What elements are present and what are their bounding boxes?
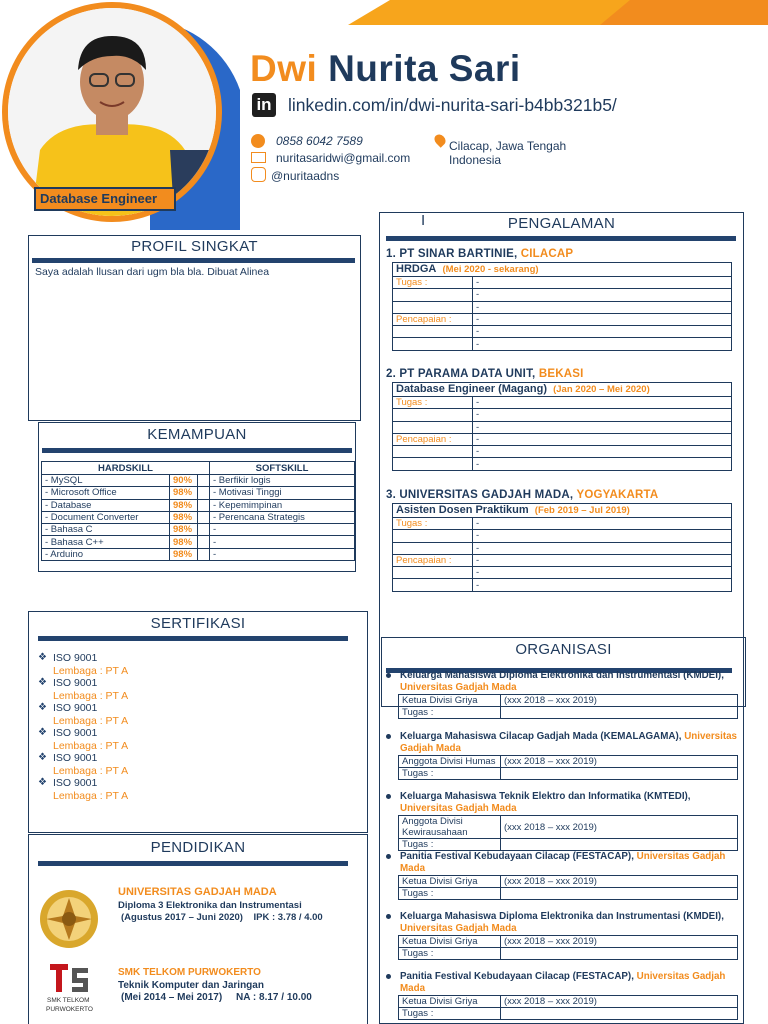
experience-label-cell: [393, 289, 473, 301]
education-divider: [38, 861, 348, 866]
org-period: (xxx 2018 – xxx 2019): [501, 695, 738, 707]
experience-heading: [386, 248, 573, 260]
org-role: Ketua Divisi Griya: [399, 996, 501, 1008]
experience-label-cell: [393, 458, 473, 470]
company-city: BEKASI: [538, 368, 584, 380]
experience-role: Database Engineer (Magang): [396, 383, 547, 395]
experience-period: (Jan 2020 – Mei 2020): [553, 384, 650, 395]
org-title: ORGANISASI: [515, 641, 612, 658]
skill-spacer: [198, 548, 210, 560]
org-university: Universitas Gadjah Mada: [400, 803, 517, 814]
org-heading: [386, 851, 746, 875]
org-name: Keluarga Mahasiswa Cilacap Gadjah Mada (KEMALAGAMA),: [400, 731, 682, 742]
org-tugas-label: Tugas :: [399, 948, 501, 960]
cert-org: Lembaga : PT A: [53, 689, 129, 702]
bullet-icon: [386, 854, 391, 859]
softskill-name: -: [210, 536, 355, 548]
org-item: [386, 670, 746, 719]
last-name: Nurita Sari: [328, 48, 521, 89]
softskill-name: -: [210, 524, 355, 536]
bullet-icon: [386, 974, 391, 979]
profile-divider: [32, 258, 355, 263]
org-tugas-value: [501, 707, 738, 719]
org-role: Ketua Divisi Griya: [399, 876, 501, 888]
experience-period: (Feb 2019 – Jul 2019): [534, 505, 630, 516]
org-item: [386, 791, 746, 851]
bullet-icon: [386, 794, 391, 799]
experience-value-cell: -: [473, 277, 732, 289]
org-university: Universitas Gadjah Mada: [400, 923, 517, 934]
org-heading: [386, 971, 746, 995]
softskill-name: - Motivasi Tinggi: [210, 487, 355, 499]
org-item: [386, 731, 746, 780]
experience-value-cell: -: [473, 421, 732, 433]
experience-role: HRDGA: [396, 263, 437, 275]
diamond-bullet-icon: ❖: [38, 677, 47, 688]
org-name: Keluarga Mahasiswa Diploma Elektronika dan Instrumentasi (KMDEI),: [400, 670, 724, 681]
org-tugas-label: Tugas :: [399, 839, 501, 851]
name-heading: [250, 48, 521, 90]
org-heading: [386, 731, 746, 755]
experience-label-cell: [393, 421, 473, 433]
cert-org: Lembaga : PT A: [53, 789, 129, 802]
profile-title: PROFIL SINGKAT: [131, 238, 258, 255]
experience-label-cell: [393, 554, 473, 566]
location-line-1: Cilacap, Jawa Tengah: [449, 139, 567, 153]
org-tugas-value: [501, 768, 738, 780]
org-university: Universitas Gadjah Mada: [400, 731, 738, 754]
email-text[interactable]: nuritasaridwi@gmail.com: [276, 151, 411, 165]
skill-row: [42, 511, 355, 523]
text-cursor-mark: I: [421, 212, 426, 229]
smk-logo-caption-1: SMK TELKOM: [47, 997, 90, 1004]
smk-logo: [48, 962, 92, 999]
phone-icon: [251, 134, 265, 148]
org-tugas-value: [501, 948, 738, 960]
org-name: Panitia Festival Kebudayaan Cilacap (FESTACAP),: [400, 971, 634, 982]
experience-value-cell: -: [473, 446, 732, 458]
hardskill-name: - Bahasa C++: [42, 536, 170, 548]
profile-text: Saya adalah llusan dari ugm bla bla. Dibuat Alinea: [35, 266, 270, 278]
hardskill-percent: 98%: [170, 548, 198, 560]
skill-row: [42, 475, 355, 487]
experience-divider: [386, 236, 736, 241]
company-name: 3. UNIVERSITAS GADJAH MADA,: [386, 489, 574, 501]
org-name: Panitia Festival Kebudayaan Cilacap (FESTACAP),: [400, 851, 634, 862]
experience-label-cell: [393, 397, 473, 409]
softskill-name: -: [210, 548, 355, 560]
org-period: (xxx 2018 – xxx 2019): [501, 756, 738, 768]
org-period: (xxx 2018 – xxx 2019): [501, 996, 738, 1008]
skill-row: [42, 548, 355, 560]
experience-value-cell: -: [473, 313, 732, 325]
hardskill-percent: 98%: [170, 536, 198, 548]
experience-table: [392, 262, 732, 351]
org-tugas-value: [501, 1008, 738, 1020]
skill-spacer: [198, 475, 210, 487]
diamond-bullet-icon: ❖: [38, 702, 47, 713]
hardskill-name: - Database: [42, 499, 170, 511]
experience-role-cell: [393, 504, 732, 518]
hardskill-name: - Document Converter: [42, 511, 170, 523]
org-role: Anggota Divisi Kewirausahaan: [399, 816, 501, 839]
smk-logo-caption-2: PURWOKERTO: [46, 1006, 93, 1013]
skills-table: [41, 461, 355, 561]
cert-org: Lembaga : PT A: [53, 739, 129, 752]
experience-label-cell: [393, 518, 473, 530]
experience-title: PENGALAMAN: [507, 215, 616, 232]
experience-label-cell: [393, 313, 473, 325]
experience-role: Asisten Dosen Praktikum: [396, 504, 529, 516]
company-city: CILACAP: [520, 248, 574, 260]
location-icon: [432, 132, 448, 148]
diamond-bullet-icon: ❖: [38, 777, 47, 788]
experience-value-cell: -: [473, 542, 732, 554]
header-decoration: [300, 0, 768, 30]
org-period: (xxx 2018 – xxx 2019): [501, 936, 738, 948]
experience-value-cell: -: [473, 301, 732, 313]
cert-name: ISO 9001: [53, 752, 98, 764]
org-table: [398, 694, 738, 719]
instagram-text: @nuritaadns: [271, 169, 340, 183]
skill-spacer: [198, 499, 210, 511]
softskill-name: - Perencana Strategis: [210, 511, 355, 523]
tugas-label: Tugas :: [396, 277, 428, 289]
experience-label-cell: [393, 530, 473, 542]
diamond-bullet-icon: ❖: [38, 727, 47, 738]
cert-name: ISO 9001: [53, 677, 98, 689]
bullet-icon: [386, 914, 391, 919]
cert-item: [38, 677, 298, 690]
experience-value-cell: -: [473, 554, 732, 566]
cert-name: ISO 9001: [53, 777, 98, 789]
org-item: [386, 851, 746, 900]
org-period: (xxx 2018 – xxx 2019): [501, 876, 738, 888]
org-name: Keluarga Mahasiswa Diploma Elektronika dan Instrumentasi (KMDEI),: [400, 911, 724, 922]
experience-role-cell: [393, 383, 732, 397]
experience-value-cell: -: [473, 326, 732, 338]
tugas-label: Tugas :: [396, 397, 428, 409]
cert-org: Lembaga : PT A: [53, 664, 129, 677]
skill-row: [42, 499, 355, 511]
instagram-icon: [251, 167, 266, 182]
experience-value-cell: -: [473, 458, 732, 470]
org-period: (xxx 2018 – xxx 2019): [501, 816, 738, 839]
org-table: [398, 875, 738, 900]
cert-item: [38, 777, 298, 790]
company-city: YOGYAKARTA: [576, 489, 659, 501]
hardskill-percent: 90%: [170, 475, 198, 487]
cert-item: [38, 702, 298, 715]
softskill-name: - Berfikir logis: [210, 475, 355, 487]
org-heading: [386, 791, 746, 815]
org-university: Universitas Gadjah Mada: [400, 851, 726, 874]
email-icon: [251, 152, 266, 163]
edu-school-2: SMK TELKOM PURWOKERTO: [118, 967, 261, 978]
phone-text: 0858 6042 7589: [276, 134, 363, 148]
cert-org: Lembaga : PT A: [53, 764, 129, 777]
experience-value-cell: -: [473, 567, 732, 579]
org-tugas-label: Tugas :: [399, 1008, 501, 1020]
pencapaian-label: Pencapaian :: [396, 434, 452, 446]
location-line-2: Indonesia: [449, 153, 502, 167]
org-table: [398, 935, 738, 960]
skill-spacer: [198, 524, 210, 536]
org-tugas-value: [501, 888, 738, 900]
edu-program-1: Diploma 3 Elektronika dan Instrumentasi: [118, 900, 302, 911]
hardskill-name: - MySQL: [42, 475, 170, 487]
edu-period-1: (Agustus 2017 – Juni 2020) IPK : 3.78 / 4.00: [121, 912, 323, 923]
first-name: Dwi: [250, 48, 318, 89]
cert-name: ISO 9001: [53, 702, 98, 714]
skills-divider: [42, 448, 352, 453]
skill-row: [42, 536, 355, 548]
tugas-label: Tugas :: [396, 518, 428, 530]
org-item: [386, 971, 746, 1020]
experience-label-cell: [393, 301, 473, 313]
bullet-icon: [386, 673, 391, 678]
experience-label-cell: [393, 326, 473, 338]
skill-spacer: [198, 511, 210, 523]
org-item: [386, 911, 746, 960]
company-name: 1. PT SINAR BARTINIE,: [386, 248, 518, 260]
experience-label-cell: [393, 579, 473, 591]
org-table: [398, 815, 738, 851]
org-role: Ketua Divisi Griya: [399, 936, 501, 948]
org-tugas-value: [501, 839, 738, 851]
experience-period: (Mei 2020 - sekarang): [442, 264, 539, 275]
pencapaian-label: Pencapaian :: [396, 314, 452, 326]
cert-item: [38, 652, 298, 665]
linkedin-icon: in: [252, 93, 276, 117]
org-role: Ketua Divisi Griya: [399, 695, 501, 707]
experience-value-cell: -: [473, 433, 732, 445]
cert-divider: [38, 636, 348, 641]
cert-org: Lembaga : PT A: [53, 714, 129, 727]
org-heading: [386, 670, 746, 694]
ugm-logo: [36, 888, 102, 955]
experience-label-cell: [393, 542, 473, 554]
hardskill-percent: 98%: [170, 524, 198, 536]
experience-role-cell: [393, 263, 732, 277]
softskill-header: SOFTSKILL: [210, 462, 355, 475]
edu-period-2: (Mei 2014 – Mei 2017) NA : 8.17 / 10.00: [121, 992, 312, 1003]
org-tugas-label: Tugas :: [399, 888, 501, 900]
experience-value-cell: -: [473, 397, 732, 409]
hardskill-name: - Microsoft Office: [42, 487, 170, 499]
org-tugas-label: Tugas :: [399, 768, 501, 780]
experience-value-cell: -: [473, 518, 732, 530]
experience-value-cell: -: [473, 409, 732, 421]
cert-list: [38, 652, 298, 802]
experience-heading: [386, 489, 658, 501]
experience-value-cell: -: [473, 579, 732, 591]
experience-label-cell: [393, 446, 473, 458]
cert-item: [38, 727, 298, 740]
edu-program-2: Teknik Komputer dan Jaringan: [118, 980, 264, 991]
experience-label-cell: [393, 338, 473, 350]
cert-item: [38, 752, 298, 765]
org-name: Keluarga Mahasiswa Teknik Elektro dan Informatika (KMTEDI),: [400, 791, 691, 802]
org-university: Universitas Gadjah Mada: [400, 682, 517, 693]
skill-row: [42, 524, 355, 536]
experience-table: [392, 503, 732, 592]
pencapaian-label: Pencapaian :: [396, 555, 452, 567]
skills-title: KEMAMPUAN: [147, 426, 247, 443]
company-name: 2. PT PARAMA DATA UNIT,: [386, 368, 536, 380]
experience-value-cell: -: [473, 289, 732, 301]
org-university: Universitas Gadjah Mada: [400, 971, 726, 994]
cert-name: ISO 9001: [53, 652, 98, 664]
org-heading: [386, 911, 746, 935]
skill-spacer: [198, 536, 210, 548]
hardskill-percent: 98%: [170, 487, 198, 499]
edu-school-1: UNIVERSITAS GADJAH MADA: [118, 886, 277, 898]
diamond-bullet-icon: ❖: [38, 752, 47, 763]
skill-spacer: [198, 487, 210, 499]
experience-table: [392, 382, 732, 471]
experience-heading: [386, 368, 583, 380]
cert-title: SERTIFIKASI: [150, 615, 246, 632]
org-table: [398, 995, 738, 1020]
experience-label-cell: [393, 433, 473, 445]
education-title: PENDIDIKAN: [150, 839, 246, 856]
experience-label-cell: [393, 409, 473, 421]
linkedin-link[interactable]: linkedin.com/in/dwi-nurita-sari-b4bb321b5/: [288, 95, 617, 115]
cert-name: ISO 9001: [53, 727, 98, 739]
experience-value-cell: -: [473, 530, 732, 542]
hardskill-name: - Arduino: [42, 548, 170, 560]
hardskill-header: HARDSKILL: [42, 462, 210, 475]
softskill-name: - Kepemimpinan: [210, 499, 355, 511]
bullet-icon: [386, 734, 391, 739]
org-role: Anggota Divisi Humas: [399, 756, 501, 768]
role-badge-label: Database Engineer: [40, 191, 158, 206]
org-tugas-label: Tugas :: [399, 707, 501, 719]
experience-label-cell: [393, 567, 473, 579]
hardskill-percent: 98%: [170, 511, 198, 523]
experience-value-cell: -: [473, 338, 732, 350]
hardskill-name: - Bahasa C: [42, 524, 170, 536]
experience-label-cell: [393, 277, 473, 289]
hardskill-percent: 98%: [170, 499, 198, 511]
skill-row: [42, 487, 355, 499]
diamond-bullet-icon: ❖: [38, 652, 47, 663]
org-table: [398, 755, 738, 780]
